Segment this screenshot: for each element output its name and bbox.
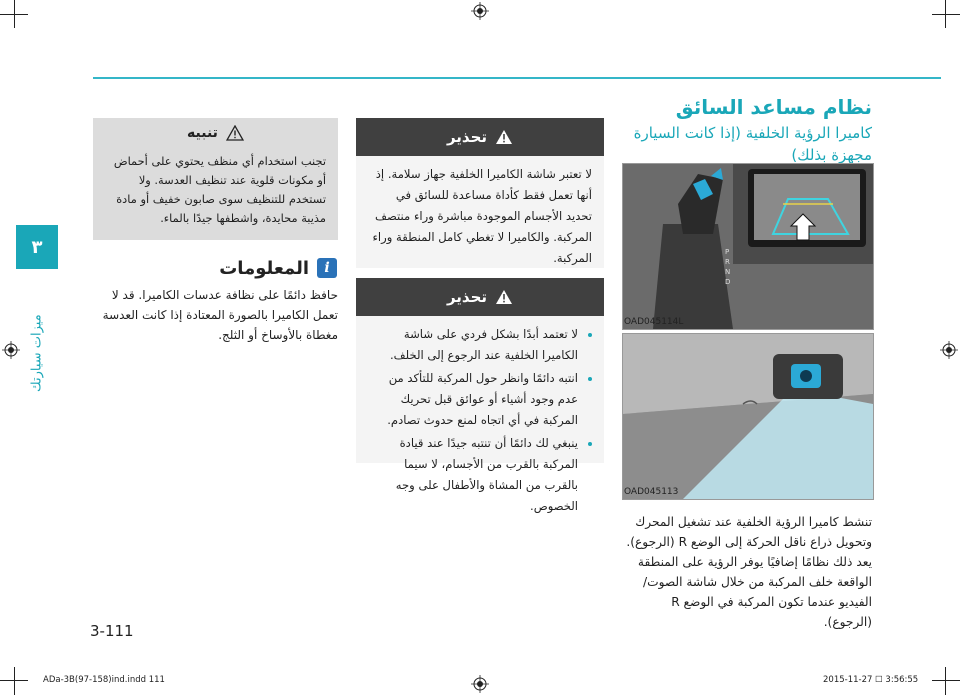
- warning-list-container: [356, 316, 604, 527]
- warning-list-item: • انتبه دائمًا وانظر حول المركبة للتأكد من عدم وجود أشياء أو عوائق قبل تحريك المركبة في أي اتجاه لمنع حدوث تصادم.: [368, 368, 578, 431]
- svg-text:N: N: [725, 268, 731, 276]
- warning-list: [368, 324, 592, 517]
- crop-mark: [932, 14, 960, 15]
- chapter-tab: ٣: [16, 225, 58, 269]
- caution-triangle-icon: [226, 125, 244, 141]
- figure-caption: OAD045113: [624, 487, 679, 497]
- notice-box: [93, 118, 338, 240]
- crop-mark: [945, 667, 946, 695]
- figure-gear-shifter: [622, 163, 874, 330]
- warning-box: [356, 118, 604, 268]
- notice-header: [93, 118, 338, 148]
- figure-caption: OAD045114L: [624, 317, 684, 327]
- notice-title: تنبيه: [187, 125, 218, 141]
- subsection-title: كاميرا الرؤية الخلفية (إذا كانت السيارة مجهزة بذلك): [633, 124, 872, 164]
- warning-header: [356, 118, 604, 156]
- rear-camera-illustration: [623, 334, 873, 499]
- print-footer-date: 2015-11-27 ☐ 3:56:55: [823, 675, 919, 685]
- registration-mark-icon: [940, 341, 958, 359]
- crop-mark: [932, 680, 960, 681]
- information-header: [205, 256, 337, 280]
- warning-list-item: • ينبغي لك دائمًا أن تنتبه جيدًا عند قيادة المركبة بالقرب من الأجسام، لا سيما بالقرب من المشاة والأطفال على وجه الخصوص.: [368, 433, 578, 517]
- information-icon: i: [317, 258, 337, 278]
- section-title: نظام مساعد السائق: [675, 95, 872, 119]
- header-rule: [93, 77, 941, 79]
- print-footer-file: ADa-3B(97-158)ind.indd 111: [43, 675, 165, 685]
- information-title: المعلومات: [219, 257, 309, 279]
- crop-mark: [14, 0, 15, 28]
- warning-box: [356, 278, 604, 513]
- registration-mark-icon: [471, 2, 489, 20]
- warning-text: لا تعتبر شاشة الكاميرا الخلفية جهاز سلامة. إذ أنها تعمل فقط كأداة مساعدة للسائق في تحديد الأجسام الموجودة مباشرة وراء منتصف المركبة. والكاميرا لا تغطي كامل المنطقة وراء المركبة.: [372, 167, 592, 265]
- warning-list-item: • لا تعتمد أبدًا بشكل فردي على شاشة الكاميرا الخلفية عند الرجوع إلى الخلف.: [368, 324, 578, 366]
- information-text: حافظ دائمًا على نظافة عدسات الكاميرا. قد لا تعمل الكاميرا بالصورة المعتادة إذا كانت العدسة مغطاة بالأوساخ أو الثلج.: [102, 288, 338, 342]
- figure-rear-camera: [622, 333, 874, 500]
- crop-mark: [14, 667, 15, 695]
- chapter-side-label: ميزات سيارتك: [29, 314, 45, 392]
- warning-title: تحذير: [446, 128, 488, 146]
- camera-description-text: تنشط كاميرا الرؤية الخلفية عند تشغيل المحرك وتحويل ذراع ناقل الحركة إلى الوضع R (الرجوع). يعد ذلك نظامًا إضافيًا يوفر الرؤية على المنطقة الواقعة خلف المركبة من خلال شاشة الصوت/ الفيديو عندما تكون المركبة في الوضع R (الرجوع).: [626, 515, 872, 629]
- svg-text:D: D: [725, 278, 731, 286]
- registration-mark-icon: [471, 675, 489, 693]
- warning-header: [356, 278, 604, 316]
- gear-shifter-illustration: [623, 164, 873, 329]
- page-number: 3-111: [90, 622, 134, 640]
- warning-triangle-icon: [495, 289, 513, 305]
- warning-title: تحذير: [446, 288, 488, 306]
- crop-mark: [945, 0, 946, 28]
- notice-text: تجنب استخدام أي منظف يحتوي على أحماض أو مكونات قلوية عند تنظيف العدسة. ولا تستخدم للتنظيف سوى صابون خفيف أو مادة مذيبة محايدة، واشطفها جيدًا بالماء.: [113, 154, 326, 225]
- svg-text:P: P: [725, 248, 730, 256]
- svg-text:R: R: [725, 258, 730, 266]
- warning-triangle-icon: [495, 129, 513, 145]
